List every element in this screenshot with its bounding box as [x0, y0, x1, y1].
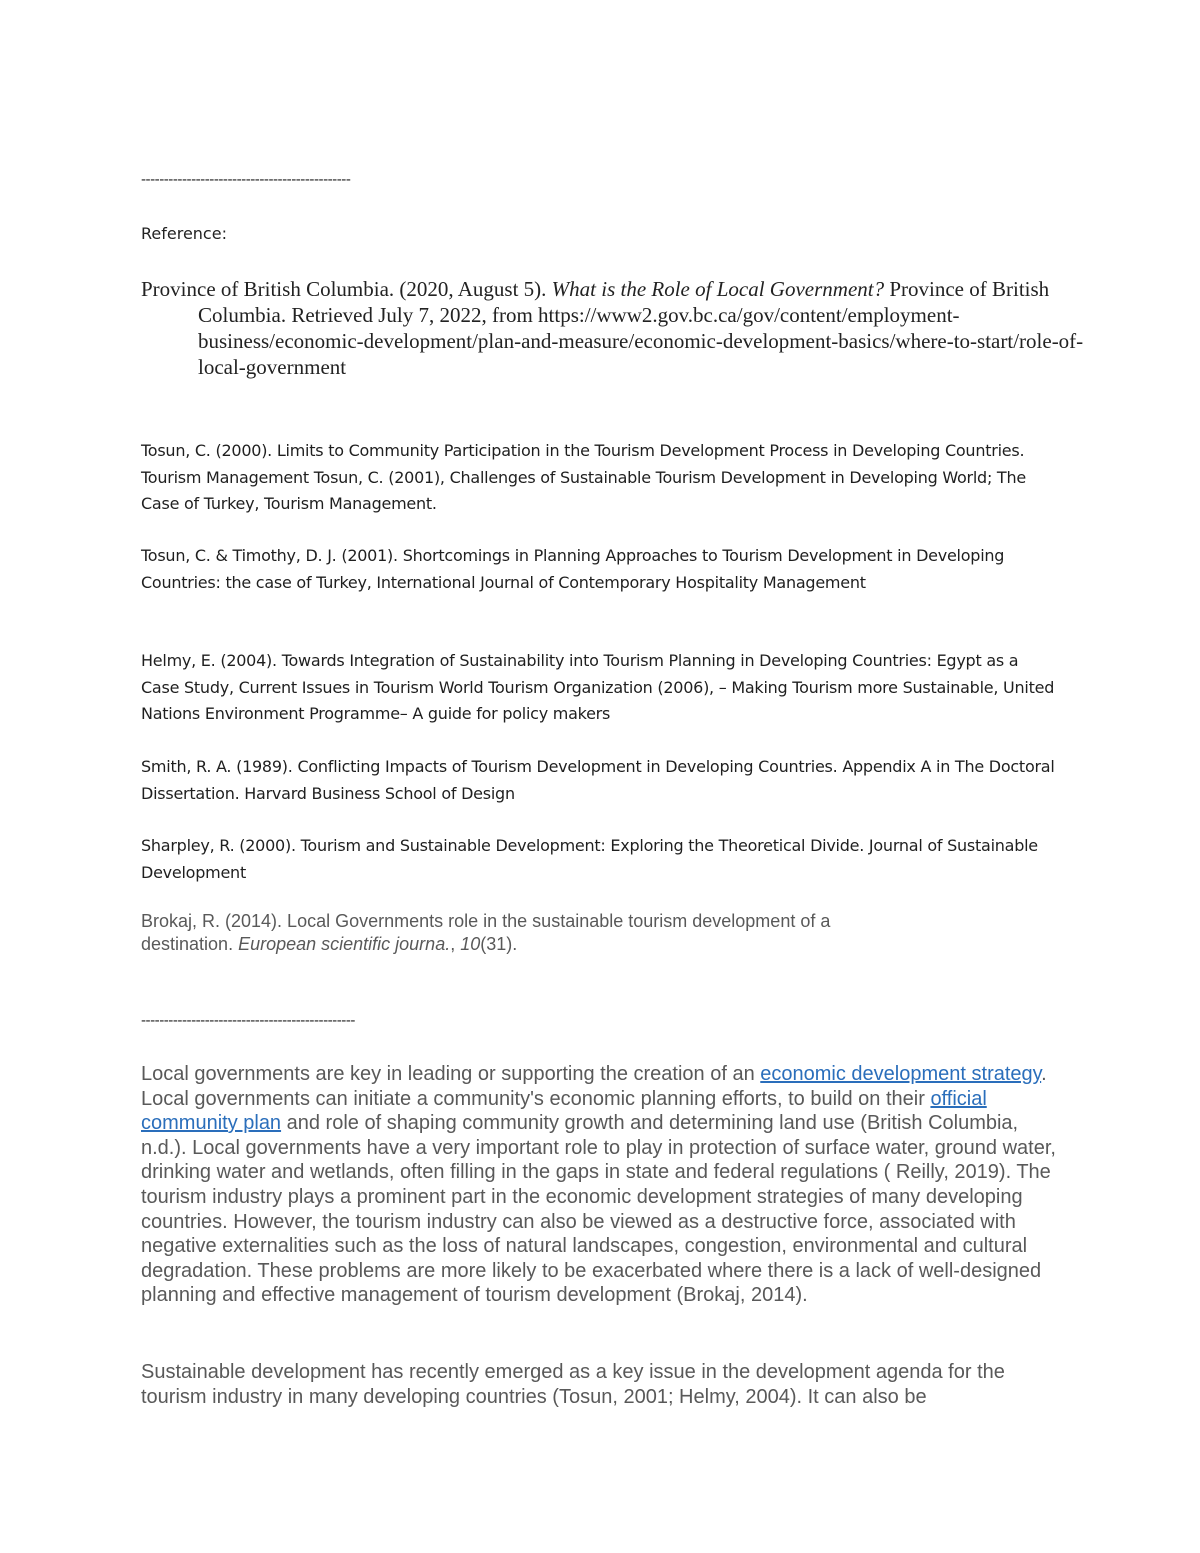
ref-brokaj-volume: 10: [460, 934, 481, 954]
ref-brokaj-author: Brokaj, R. (2014). Local Governments role in the sustainable tourism development of a destination.: [141, 911, 831, 954]
body-paragraph-sustainable-development: Sustainable development has recently emerged as a key issue in the development agenda for the tourism industry in many developing countries (Tosun, 2001; Helmy, 2004). It can also be: [141, 1361, 1005, 1408]
ref-bc-source: Province of British Columbia. Retrieved July 7, 2022, from https://www2.gov.bc.ca/gov/content/employment-business/economic-development/plan-and-measure/economic-development-basics/where-to-start/role-of-local-government: [198, 277, 1084, 379]
ref-brokaj-journal: European scientific journa.: [238, 934, 451, 954]
reference-helmy-2004: Helmy, E. (2004). Towards Integration of Sustainability into Tourism Planning in Developing Countries: Egypt as a Case Study, Current Issues in Tourism World Tourism Organization (2006), – Making Tourism more Sustainable, United Nations Environment Programme– A guide for policy makers: [141, 651, 1055, 723]
reference-sharpley-2000: Sharpley, R. (2000). Tourism and Sustainable Development: Exploring the Theoretical Divide. Journal of Sustainable Development: [141, 836, 1038, 882]
economic-development-strategy-link[interactable]: economic development strategy: [760, 1063, 1042, 1085]
para1-text-1: Local governments are key in leading or supporting the creation of an: [141, 1063, 761, 1085]
ref-brokaj-issue: (31).: [480, 934, 518, 954]
ref-bc-title: What is the Role of Local Government?: [551, 277, 885, 301]
reference-bc-gov: [141, 276, 1098, 380]
divider-line-top: ----------------------------------------------: [141, 172, 351, 188]
official-community-plan-link[interactable]: official community plan: [141, 1087, 987, 1135]
ref-bc-author: Province of British Columbia. (2020, August 5).: [141, 277, 552, 301]
reference-tosun-timothy-2001: Tosun, C. & Timothy, D. J. (2001). Shortcomings in Planning Approaches to Tourism Development in Developing Countries: the case of Turkey, International Journal of Contemporary Hospitality Management: [141, 546, 1005, 592]
reference-smith-1989: Smith, R. A. (1989). Conflicting Impacts of Tourism Development in Developing Countries. Appendix A in The Doctoral Dissertation. Harvard Business School of Design: [141, 757, 1055, 803]
para1-text-2: . Local governments can initiate a community's economic planning efforts, to build on their: [141, 1063, 1047, 1110]
para1-text-3: and role of shaping community growth and determining land use (British Columbia, n.d.). Local governments have a very important role to play in protection of surface water, ground water, drinking water and wetlands, often filling in the gaps in state and federal regulations ( Reilly, 2019). The tourism industry plays a prominent part in the economic development strategies of many developing countries. However, the tourism industry can also be viewed as a destructive force, associated with negative externalities such as the loss of natural landscapes, congestion, environmental and cultural degradation. These problems are more likely to be exacerbated where there is a lack of well-designed planning and effective management of tourism development (Brokaj, 2014).: [141, 1112, 1056, 1307]
reference-tosun-2000: Tosun, C. (2000). Limits to Community Participation in the Tourism Development Process in Developing Countries. Tourism Management Tosun, C. (2001), Challenges of Sustainable Tourism Development in Developing World; The Case of Turkey, Tourism Management.: [141, 441, 1026, 513]
reference-brokaj-2014: [141, 910, 921, 956]
divider-line-bottom: -----------------------------------------------: [141, 1013, 355, 1029]
reference-heading: Reference:: [141, 224, 227, 243]
body-paragraph-local-governments: [141, 1062, 1056, 1308]
ref-brokaj-comma: ,: [450, 934, 461, 954]
